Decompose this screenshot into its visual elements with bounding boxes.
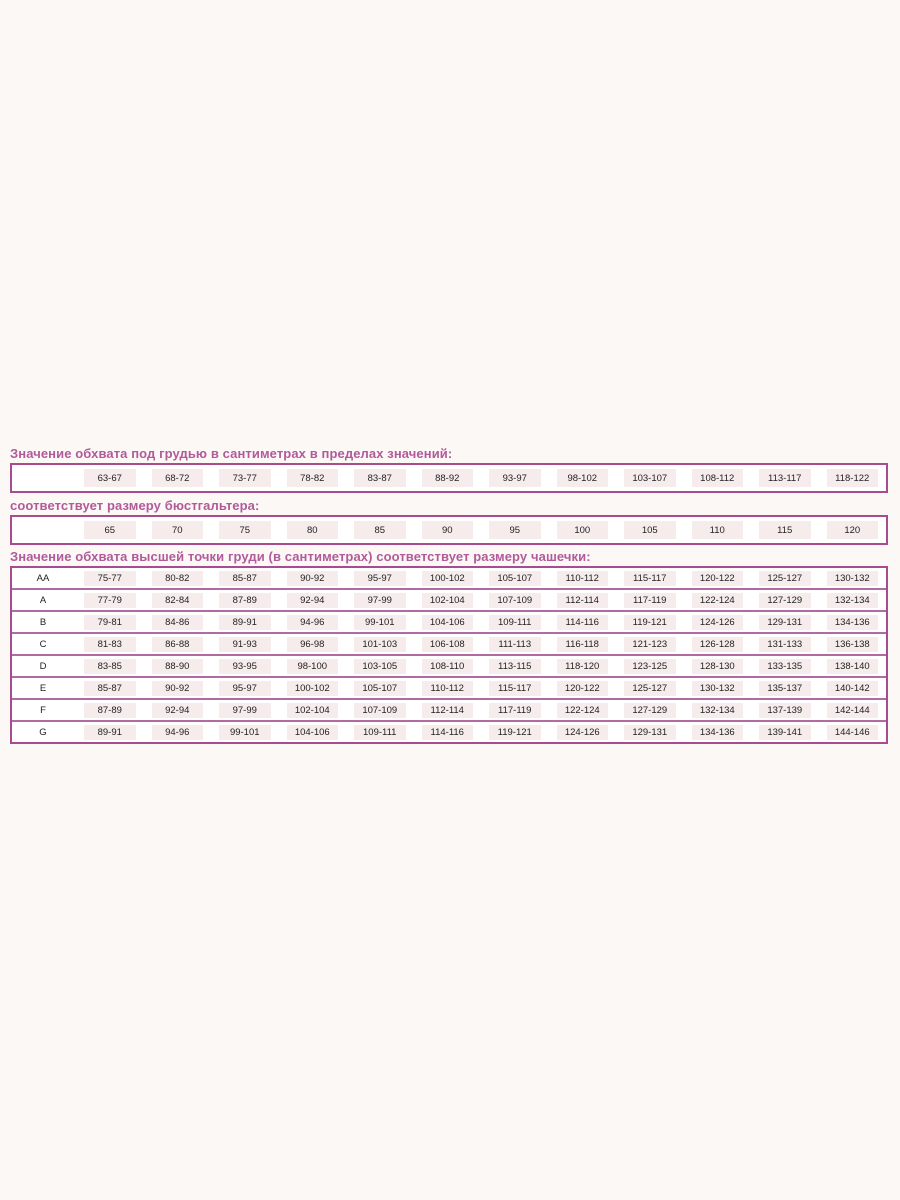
bust-range-cell: 130-132 xyxy=(827,571,879,586)
bust-range-cell: 86-88 xyxy=(152,637,204,652)
bust-range-cell: 80-82 xyxy=(152,571,204,586)
bust-range-cell: 92-94 xyxy=(152,703,204,718)
band-size-cell: 65 xyxy=(84,521,136,539)
bust-range-cell: 119-121 xyxy=(624,615,676,630)
bust-range-cell: 95-97 xyxy=(354,571,406,586)
bust-range-cell: 122-124 xyxy=(692,593,744,608)
bust-range-cell: 96-98 xyxy=(287,637,339,652)
underbust-range-cell: 113-117 xyxy=(759,469,811,487)
bust-range-cell: 79-81 xyxy=(84,615,136,630)
bust-range-cell: 140-142 xyxy=(827,681,879,696)
underbust-range-cell: 63-67 xyxy=(84,469,136,487)
bust-range-cell: 135-137 xyxy=(759,681,811,696)
bust-range-cell: 92-94 xyxy=(287,593,339,608)
cup-label: G xyxy=(39,726,47,738)
cup-row xyxy=(12,678,886,700)
underbust-range-cell: 98-102 xyxy=(557,469,609,487)
bust-range-cell: 129-131 xyxy=(624,725,676,740)
cup-row xyxy=(12,722,886,742)
bust-range-cell: 117-119 xyxy=(624,593,676,608)
bust-range-cell: 91-93 xyxy=(219,637,271,652)
bust-range-cell: 116-118 xyxy=(557,637,609,652)
band-size-cell: 85 xyxy=(354,521,406,539)
bust-range-cell: 87-89 xyxy=(84,703,136,718)
underbust-row xyxy=(12,465,886,491)
bust-range-cell: 93-95 xyxy=(219,659,271,674)
bust-range-cell: 89-91 xyxy=(84,725,136,740)
bust-range-cell: 107-109 xyxy=(489,593,541,608)
bust-range-cell: 105-107 xyxy=(354,681,406,696)
row-label xyxy=(12,521,74,539)
bust-range-cell: 109-111 xyxy=(354,725,406,740)
bust-range-cell: 110-112 xyxy=(557,571,609,586)
underbust-table xyxy=(10,463,888,493)
bust-range-cell: 97-99 xyxy=(219,703,271,718)
underbust-range-cell: 88-92 xyxy=(422,469,474,487)
bust-range-cell: 97-99 xyxy=(354,593,406,608)
bust-range-cell: 134-136 xyxy=(692,725,744,740)
bust-range-cell: 126-128 xyxy=(692,637,744,652)
bust-range-cell: 139-141 xyxy=(759,725,811,740)
band-size-cell: 90 xyxy=(422,521,474,539)
size-chart xyxy=(10,446,890,744)
band-size-cell: 80 xyxy=(287,521,339,539)
bust-range-cell: 111-113 xyxy=(489,637,541,652)
band-size-table xyxy=(10,515,888,545)
bust-range-cell: 105-107 xyxy=(489,571,541,586)
bust-range-cell: 85-87 xyxy=(84,681,136,696)
bust-range-cell: 83-85 xyxy=(84,659,136,674)
bust-range-cell: 127-129 xyxy=(759,593,811,608)
bust-range-cell: 142-144 xyxy=(827,703,879,718)
bust-range-cell: 127-129 xyxy=(624,703,676,718)
bust-range-cell: 100-102 xyxy=(287,681,339,696)
cup-label: D xyxy=(39,660,47,672)
bust-range-cell: 87-89 xyxy=(219,593,271,608)
bust-range-cell: 117-119 xyxy=(489,703,541,718)
bust-range-cell: 88-90 xyxy=(152,659,204,674)
cup-label: B xyxy=(39,616,47,628)
cup-label: AA xyxy=(36,572,50,584)
bust-range-cell: 98-100 xyxy=(287,659,339,674)
bust-range-cell: 120-122 xyxy=(557,681,609,696)
band-heading: соответствует размеру бюстгальтера: xyxy=(10,498,260,513)
bust-range-cell: 124-126 xyxy=(692,615,744,630)
bust-range-cell: 75-77 xyxy=(84,571,136,586)
bust-range-cell: 77-79 xyxy=(84,593,136,608)
cup-row xyxy=(12,568,886,590)
bust-range-cell: 128-130 xyxy=(692,659,744,674)
underbust-range-cell: 103-107 xyxy=(624,469,676,487)
bust-range-cell: 120-122 xyxy=(692,571,744,586)
bust-range-cell: 130-132 xyxy=(692,681,744,696)
bust-range-cell: 104-106 xyxy=(287,725,339,740)
bust-range-cell: 132-134 xyxy=(827,593,879,608)
bust-range-cell: 94-96 xyxy=(287,615,339,630)
bust-range-cell: 122-124 xyxy=(557,703,609,718)
bust-range-cell: 124-126 xyxy=(557,725,609,740)
underbust-range-cell: 83-87 xyxy=(354,469,406,487)
bust-range-cell: 125-127 xyxy=(759,571,811,586)
cup-row xyxy=(12,612,886,634)
bust-range-cell: 84-86 xyxy=(152,615,204,630)
cup-row xyxy=(12,700,886,722)
bust-range-cell: 115-117 xyxy=(624,571,676,586)
bust-range-cell: 115-117 xyxy=(489,681,541,696)
bust-range-cell: 89-91 xyxy=(219,615,271,630)
bust-range-cell: 125-127 xyxy=(624,681,676,696)
bust-range-cell: 99-101 xyxy=(354,615,406,630)
bust-range-cell: 90-92 xyxy=(152,681,204,696)
bust-range-cell: 102-104 xyxy=(422,593,474,608)
cup-row xyxy=(12,634,886,656)
bust-range-cell: 95-97 xyxy=(219,681,271,696)
bust-range-cell: 101-103 xyxy=(354,637,406,652)
bust-range-cell: 132-134 xyxy=(692,703,744,718)
band-size-cell: 95 xyxy=(489,521,541,539)
bust-range-cell: 99-101 xyxy=(219,725,271,740)
bust-range-cell: 123-125 xyxy=(624,659,676,674)
underbust-range-cell: 118-122 xyxy=(827,469,879,487)
bust-range-cell: 104-106 xyxy=(422,615,474,630)
underbust-range-cell: 73-77 xyxy=(219,469,271,487)
band-size-cell: 120 xyxy=(827,521,879,539)
bust-range-cell: 90-92 xyxy=(287,571,339,586)
bust-range-cell: 113-115 xyxy=(489,659,541,674)
band-size-cell: 100 xyxy=(557,521,609,539)
bust-range-cell: 106-108 xyxy=(422,637,474,652)
bust-range-cell: 82-84 xyxy=(152,593,204,608)
cup-label: C xyxy=(39,638,47,650)
cup-label: F xyxy=(40,704,46,716)
band-size-cell: 70 xyxy=(152,521,204,539)
cup-size-table xyxy=(10,566,888,744)
bust-range-cell: 138-140 xyxy=(827,659,879,674)
bust-range-cell: 103-105 xyxy=(354,659,406,674)
bust-range-cell: 118-120 xyxy=(557,659,609,674)
bust-range-cell: 114-116 xyxy=(557,615,609,630)
underbust-range-cell: 108-112 xyxy=(692,469,744,487)
bust-range-cell: 133-135 xyxy=(759,659,811,674)
bust-range-cell: 144-146 xyxy=(827,725,879,740)
bust-range-cell: 108-110 xyxy=(422,659,474,674)
bust-range-cell: 85-87 xyxy=(219,571,271,586)
band-size-cell: 75 xyxy=(219,521,271,539)
band-size-cell: 105 xyxy=(624,521,676,539)
band-size-cell: 115 xyxy=(759,521,811,539)
row-label xyxy=(12,469,74,487)
cup-label: A xyxy=(39,594,47,606)
bust-range-cell: 107-109 xyxy=(354,703,406,718)
underbust-range-cell: 68-72 xyxy=(152,469,204,487)
bust-range-cell: 94-96 xyxy=(152,725,204,740)
bust-range-cell: 81-83 xyxy=(84,637,136,652)
band-size-row xyxy=(12,517,886,543)
underbust-range-cell: 93-97 xyxy=(489,469,541,487)
bust-range-cell: 136-138 xyxy=(827,637,879,652)
cup-row xyxy=(12,590,886,612)
bust-range-cell: 129-131 xyxy=(759,615,811,630)
bust-range-cell: 110-112 xyxy=(422,681,474,696)
band-size-cell: 110 xyxy=(692,521,744,539)
bust-range-cell: 119-121 xyxy=(489,725,541,740)
bust-range-cell: 102-104 xyxy=(287,703,339,718)
bust-range-cell: 112-114 xyxy=(422,703,474,718)
bust-heading: Значение обхвата высшей точки груди (в сантиметрах) соответствует размеру чашечки: xyxy=(10,549,591,564)
bust-range-cell: 121-123 xyxy=(624,637,676,652)
bust-range-cell: 137-139 xyxy=(759,703,811,718)
underbust-heading: Значение обхвата под грудью в сантиметрах в пределах значений: xyxy=(10,446,453,461)
bust-range-cell: 134-136 xyxy=(827,615,879,630)
cup-label: E xyxy=(39,682,47,694)
bust-range-cell: 131-133 xyxy=(759,637,811,652)
bust-range-cell: 109-111 xyxy=(489,615,541,630)
cup-row xyxy=(12,656,886,678)
bust-range-cell: 114-116 xyxy=(422,725,474,740)
underbust-range-cell: 78-82 xyxy=(287,469,339,487)
bust-range-cell: 100-102 xyxy=(422,571,474,586)
bust-range-cell: 112-114 xyxy=(557,593,609,608)
